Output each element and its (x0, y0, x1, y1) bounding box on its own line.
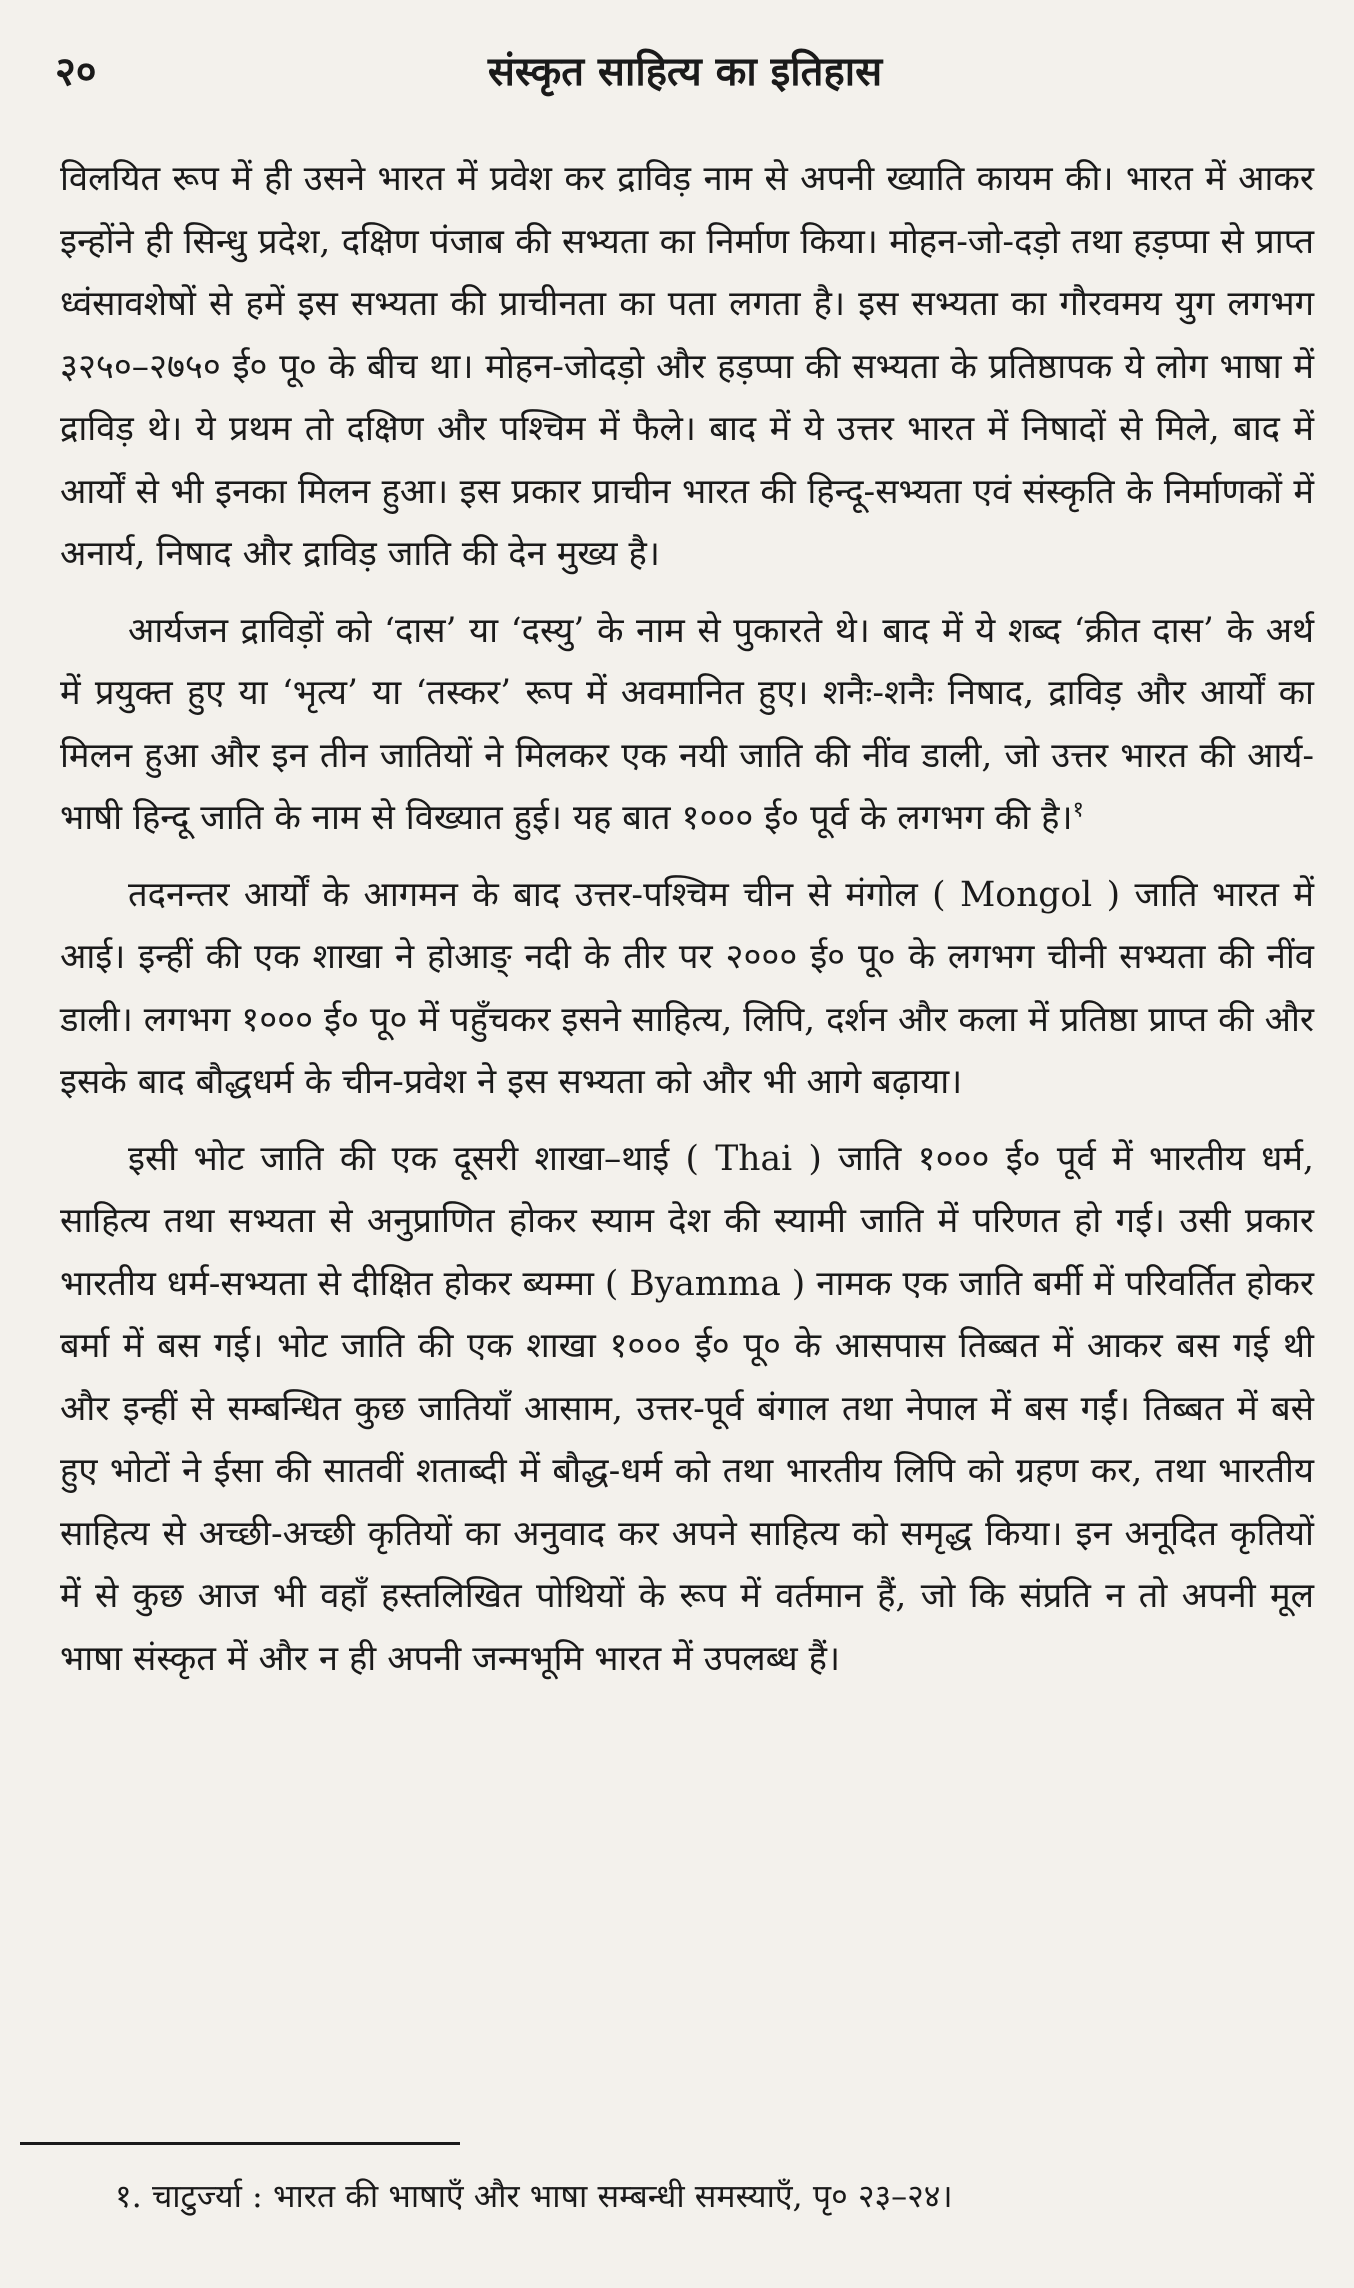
paragraph-4: इसी भोट जाति की एक दूसरी शाखा–थाई ( Thai ) जाति १००० ई० पूर्व में भारतीय धर्म, साहित्य तथा सभ्यता से अनुप्राणित होकर स्याम देश की स्यामी जाति में परिणत हो गई। उसी प्रकार भारतीय धर्म-सभ्यता से दीक्षित होकर ब्यम्मा ( Byamma ) नामक एक जाति बर्मी में परिवर्तित होकर बर्मा में बस गई। भोट जाति की एक शाखा १००० ई० पू० के आसपास तिब्बत में आकर बस गई थी और इन्हीं से सम्बन्धित कुछ जातियाँ आसाम, उत्तर-पूर्व बंगाल तथा नेपाल में बस गईं। तिब्बत में बसे हुए भोटों ने ईसा की सातवीं शताब्दी में बौद्ध-धर्म को तथा भारतीय लिपि को ग्रहण कर, तथा भारतीय साहित्य से अच्छी-अच्छी कृतियों का अनुवाद कर अपने साहित्य को समृद्ध किया। इन अनूदित कृतियों में से कुछ आज भी वहाँ हस्तलिखित पोथियों के रूप में वर्तमान हैं, जो कि संप्रति न तो अपनी मूल भाषा संस्कृत में और न ही अपनी जन्मभूमि भारत में उपलब्ध हैं। (60, 1138, 1314, 1679)
paragraph-1: विलयित रूप में ही उसने भारत में प्रवेश कर द्राविड़ नाम से अपनी ख्याति कायम की। भारत में आकर इन्होंने ही सिन्धु प्रदेश, दक्षिण पंजाब की सभ्यता का निर्माण किया। मोहन-जो-दड़ो तथा हड़प्पा से प्राप्त ध्वंसावशेषों से हमें इस सभ्यता की प्राचीनता का पता लगता है। इस सभ्यता का गौरवमय युग लगभग ३२५०–२७५० ई० पू० के बीच था। मोहन-जोदड़ो और हड़प्पा की सभ्यता के प्रतिष्ठापक ये लोग भाषा में द्राविड़ थे। ये प्रथम तो दक्षिण और पश्चिम में फैले। बाद में ये उत्तर भारत में निषादों से मिले, बाद में आर्यों से भी इनका मिलन हुआ। इस प्रकार प्राचीन भारत की हिन्दू-सभ्यता एवं संस्कृति के निर्माणकों में अनार्य, निषाद और द्राविड़ जाति की देन मुख्य है। (60, 159, 1314, 574)
paragraph-2-text: आर्यजन द्राविड़ों को ‘दास’ या ‘दस्यु’ के नाम से पुकारते थे। बाद में ये शब्द ‘क्रीत दास’ के अर्थ में प्रयुक्त हुए या ‘भृत्य’ या ‘तस्कर’ रूप में अवमानित हुए। शनैः-शनैः निषाद, द्राविड़ और आर्यों का मिलन हुआ और इन तीन जातियों ने मिलकर एक नयी जाति की नींव डाली, जो उत्तर भारत की आर्य-भाषी हिन्दू जाति के नाम से विख्यात हुई। यह बात १००० ई० पूर्व के लगभग की है। (60, 610, 1314, 838)
footnote: १. चाटुर्ज्या : भारत की भाषाएँ और भाषा सम्बन्धी समस्याएँ, पृ० २३–२४। (115, 2177, 953, 2215)
footnote-divider (20, 2142, 460, 2145)
page-header (55, 42, 1315, 102)
footnote-reference: १ (1072, 797, 1084, 823)
paragraph-2 (60, 600, 1314, 850)
running-title: संस्कृत साहित्य का इतिहास (487, 48, 883, 95)
page-number: २० (55, 48, 97, 95)
paragraph-3: तदनन्तर आर्यों के आगमन के बाद उत्तर-पश्चिम चीन से मंगोल ( Mongol ) जाति भारत में आई। इन्हीं की एक शाखा ने होआङ् नदी के तीर पर २००० ई० पू० के लगभग चीनी सभ्यता की नींव डाली। लगभग १००० ई० पू० में पहुँचकर इसने साहित्य, लिपि, दर्शन और कला में प्रतिष्ठा प्राप्त की और इसके बाद बौद्धधर्म के चीन-प्रवेश ने इस सभ्यता को और भी आगे बढ़ाया। (60, 874, 1314, 1102)
body-text (60, 148, 1314, 1690)
